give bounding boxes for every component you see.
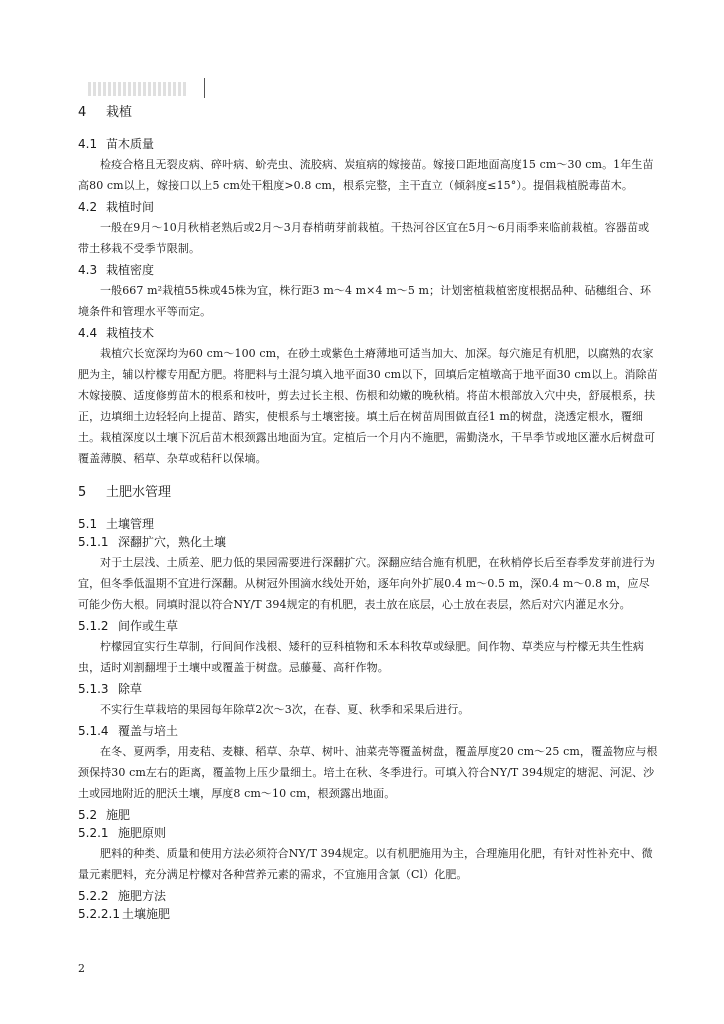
section-number: 5.1.4 xyxy=(78,724,109,738)
section-heading-5-1-1 xyxy=(78,534,658,550)
section-title: 栽植技术 xyxy=(106,326,155,340)
section-heading-4-1 xyxy=(78,136,658,152)
section-number: 5.2.2.1 xyxy=(78,907,120,921)
section-title: 施肥原则 xyxy=(118,826,167,840)
paragraph-4-3: 一般667 m²栽植55株或45株为宜，株行距3 m～4 m×4 m～5 m；计划密植栽植密度根据品种、砧穗组合、环境条件和管理水平等而定。 xyxy=(78,284,652,318)
section-title: 土壤施肥 xyxy=(122,907,171,921)
paragraph-5-1-1: 对于土层浅、土质差、肥力低的果园需要进行深翻扩穴。深翻应结合施有机肥，在秋梢停长后至春季发芽前进行为宜，但冬季低温期不宜进行深翻。从树冠外围滴水线处开始，逐年向外扩展0.4 m～0.5 m，深0.4 m～0.8 m，应尽可能少伤大根。同填时混以符合NY/T 394规定的有机肥，表土放在底层，心土放在表层，然后对穴内灌足水分。 xyxy=(78,556,655,611)
section-number: 4.1 xyxy=(78,137,98,151)
section-heading-5-2-1 xyxy=(78,825,658,841)
section-title: 栽植密度 xyxy=(106,263,155,277)
paragraph-5-2-1: 肥料的种类、质量和使用方法必须符合NY/T 394规定。以有机肥施用为主，合理施用化肥，有针对性补充中、微量元素肥料，充分满足柠檬对各种营养元素的需求，不宜施用含氯（Cl）化肥。 xyxy=(78,847,653,881)
section-number: 5.1 xyxy=(78,517,98,531)
section-number: 5.2.2 xyxy=(78,889,109,903)
section-number: 5 xyxy=(78,485,87,500)
section-heading-5 xyxy=(78,484,658,502)
section-number: 5.2 xyxy=(78,808,98,822)
section-number: 5.1.2 xyxy=(78,619,109,633)
section-title: 栽植时间 xyxy=(106,200,155,214)
section-title: 土肥水管理 xyxy=(106,485,172,500)
section-number: 5.1.1 xyxy=(78,535,109,549)
section-heading-5-1-4 xyxy=(78,723,658,739)
section-title: 土壤管理 xyxy=(106,517,155,531)
section-heading-4-2 xyxy=(78,199,658,215)
section-number: 4.2 xyxy=(78,200,98,214)
section-number: 4.4 xyxy=(78,326,98,340)
paragraph-4-4: 栽植穴长宽深均为60 cm～100 cm，在砂土或紫色土瘠薄地可适当加大、加深。每穴施足有机肥，以腐熟的农家肥为主，辅以柠檬专用配方肥。将肥料与土混匀填入地平面30 cm以下，回填后定植墩高于地平面30 cm以上。消除苗木嫁接膜、适度修剪苗木的根系和枝叶，剪去过长主根、伤根和幼嫩的晚秋梢。将苗木根部放入穴中央，舒展根系，扶正，边填细土边轻轻向上提苗、踏实，使根系与土壤密接。填土后在树苗周围做直径1 m的树盘，浇透定根水，覆细土。栽植深度以土壤下沉后苗木根颈露出地面为宜。定植后一个月内不施肥，需勤浇水，干旱季节或地区灌水后树盘可覆盖薄膜、稻草、杂草或秸秆以保墒。 xyxy=(78,347,658,465)
paragraph-5-1-4: 在冬、夏两季，用麦秸、麦糠、稻草、杂草、树叶、油菜壳等覆盖树盘，覆盖厚度20 cm～25 cm，覆盖物应与根颈保持30 cm左右的距离，覆盖物上压少量细土。培土在秋、冬季进行。可填入符合NY/T 394规定的塘泥、河泥、沙土或园地附近的肥沃土壤，厚度8 cm～10 cm，根颈露出地面。 xyxy=(78,745,658,800)
paragraph-4-1: 检疫合格且无裂皮病、碎叶病、蚧壳虫、流胶病、炭疽病的嫁接苗。嫁接口距地面高度15 cm～30 cm。1年生苗高80 cm以上，嫁接口以上5 cm处干粗度>0.8 cm，根系完整，主干直立（倾斜度≤15°）。提倡栽植脱毒苗木。 xyxy=(78,158,654,192)
page-number: 2 xyxy=(78,962,85,975)
section-heading-5-1-3 xyxy=(78,681,658,697)
section-heading-5-2-2-1 xyxy=(78,906,658,922)
section-heading-5-1 xyxy=(78,516,658,532)
section-title: 覆盖与培土 xyxy=(118,724,179,738)
section-heading-4-3 xyxy=(78,262,658,278)
section-title: 间作或生草 xyxy=(118,619,179,633)
section-title: 除草 xyxy=(118,682,143,696)
section-number: 5.2.1 xyxy=(78,826,109,840)
section-heading-5-2-2 xyxy=(78,888,658,904)
paragraph-5-1-2: 柠檬园宜实行生草制，行间间作浅根、矮秆的豆科植物和禾本科牧草或绿肥。间作物、草类应与柠檬无共生性病虫，适时刈割翻埋于土壤中或覆盖于树盘。忌藤蔓、高秆作物。 xyxy=(78,640,644,674)
section-title: 深翻扩穴，熟化土壤 xyxy=(118,535,227,549)
section-number: 4 xyxy=(78,105,87,120)
document-body xyxy=(78,104,658,924)
section-title: 施肥方法 xyxy=(118,889,167,903)
paragraph-4-2: 一般在9月～10月秋梢老熟后或2月～3月春梢萌芽前栽植。干热河谷区宜在5月～6月雨季来临前栽植。容器苗或带土移栽不受季节限制。 xyxy=(78,221,650,255)
section-number: 5.1.3 xyxy=(78,682,109,696)
blurred-header-text xyxy=(88,82,188,96)
section-title: 施肥 xyxy=(106,808,131,822)
section-heading-4-4 xyxy=(78,325,658,341)
section-heading-5-1-2 xyxy=(78,618,658,634)
section-heading-4 xyxy=(78,104,658,122)
paragraph-5-1-3: 不实行生草栽培的果园每年除草2次～3次，在春、夏、秋季和采果后进行。 xyxy=(100,703,470,716)
section-number: 4.3 xyxy=(78,263,98,277)
section-title: 苗木质量 xyxy=(106,137,155,151)
section-title: 栽植 xyxy=(106,105,133,120)
header-divider xyxy=(204,78,205,98)
section-heading-5-2 xyxy=(78,807,658,823)
